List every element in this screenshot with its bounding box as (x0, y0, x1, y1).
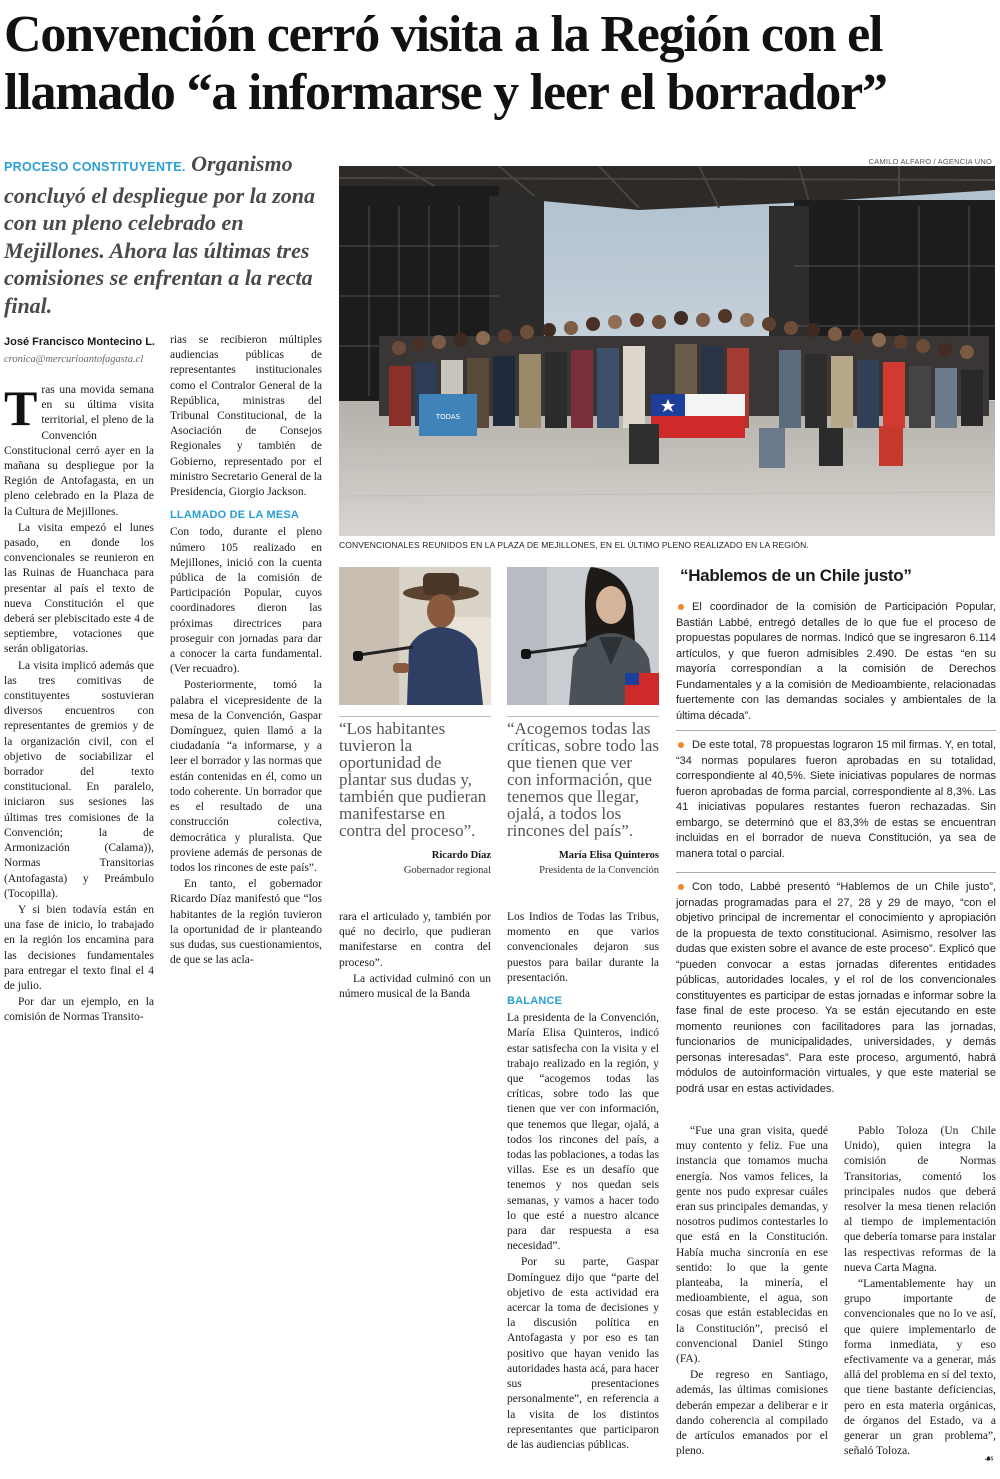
paragraph: rara el articulado y, también por qué no decirlo, que pudieran manifestarse en contra del proceso”. (339, 911, 491, 969)
paragraph: La actividad culminó con un número musical de la Banda (339, 972, 491, 1001)
paragraph: La presidenta de la Convención, María Elisa Quinteros, indicó estar satisfecha con la visita y el trabajo realizado en la región, y que “acogemos todas las críticas, sobre todo las que tienen que ver con información, que tenemos que llegar, ojalá, a todos los rincones del país, a todas las poblaciones, a todas las villas. Ese es un desafío que tenemos y nos quedan seis semanas, y vamos a hacer todo lo que esté a nuestro alcance para dar respuesta a esa necesidad”. (507, 1012, 659, 1253)
quote-rule (339, 716, 491, 717)
banner-text: TODAS (435, 413, 461, 421)
bullet-icon (678, 884, 684, 890)
quote-1-role: Gobernador regional (403, 865, 491, 876)
pull-quote-1: “Los habitantes tuvieron la oportunidad de plantar sus dudas y, también que pudieran manifestarse en contra del proceso”. (339, 719, 487, 840)
sidebar-item: El coordinador de la comisión de Participación Popular, Bastián Labbé, entregó detalles de lo que fue el proceso de propuestas populares de normas. Indicó que se ingresaron 6.114 artículos, y que fueron admisibles 2.490. De estas “en su mayoría correspondían a la comisión de Derechos Fundamentales y a la comisión de Medioambiente, relacionadas fuertemente con las demandas sociales y ambientales de la última década”. (676, 601, 996, 722)
subhead-llamado: LLAMADO DE LA MESA (170, 509, 300, 522)
paragraph: La visita empezó el lunes pasado, en donde los convencionales se reunieron en las Ruinas de Huanchaca para presentar al país el texto de nueva Constitución el que deberá ser plebiscitado este 4 de septiembre, votaciones que serán obligatorias. (4, 521, 154, 656)
article-column-2 (170, 333, 322, 969)
article-column-3 (339, 910, 491, 1003)
paragraph: De regreso en Santiago, además, las últimas comisiones deberán empezar a deliberar e ir dando coherencia al compilado de artículos emanados por el pleno. (676, 1369, 828, 1458)
byline-email: cronica@mercurioantofagasta.cl (4, 354, 144, 365)
sidebar-item: De este total, 78 propuestas lograron 15 mil firmas. Y, en total, “34 normas populares fueron aprobadas en su totalidad, correspondiente al 40,5%. Siete iniciativas populares de normas fueron aprobadas de forma parcial, correspondiente al 8,3%. Las 41 iniciativas populares restantes fueron rechazadas. Sin embargo, se determinó que el 83,3% de estas se encuentran incluidas en el borrador de nueva Constitución, ya sea de manera total o parcial. (676, 739, 996, 860)
maria-elisa-quinteros-photo (507, 567, 659, 705)
end-mark-icon: ☙ (984, 1452, 994, 1465)
group-photo (339, 166, 995, 536)
subhead-balance: BALANCE (507, 995, 563, 1008)
lead-kicker: PROCESO CONSTITUYENTE. (4, 160, 186, 174)
article-column-4 (507, 910, 659, 1454)
article-column-1 (4, 380, 154, 1027)
paragraph: “Lamentablemente hay un grupo importante de convencionales que no lo ve así, que quiere implementarlo de forma inmediata, y eso efectivamente va a generar, más allá del problema en sí del texto, que tiene bastante deficiencias, pero en esta materia orgánicas, de órganos del Estado, va a generar un gran problema”, señaló Toloza. (844, 1278, 996, 1458)
paragraph: Pablo Toloza (Un Chile Unido), quien integra la comisión de Normas Transitorias, comentó los principales nudos que deberá resolver la mesa tienen relación al tiempo de implementación que debería tomarse para instalar las respectivas reformas de la nueva Carta Magna. (844, 1125, 996, 1274)
paragraph: La visita implicó además que las tres comitivas de constituyentes sostuvieran diversos encuentros con representantes de gremios y de la organización civil, con el objetivo de sociabilizar el borrador del texto constitucional. En paralelo, iniciaron sus sesiones las últimas tres comisiones de la Convención; la de Armonización (Calama)), Normas Transitorias (Antofagasta) y Preámbulo (Tocopilla). (4, 659, 154, 900)
paragraph: Posteriormente, tomó la palabra el vicepresidente de la mesa de la Convención, Gaspar Domínguez, quien llamó a la ciudadanía “a informarse, y a leer el borrador y las normas que están contenidas en él, como un todo coherente. Un borrador que es el resultado de una construcción colectiva, democrática y pluralista. Que proviene además de personas de todos los rincones de este país”. (170, 679, 322, 874)
bullet-icon (678, 742, 684, 748)
sidebar-item: Con todo, Labbé presentó “Hablemos de un Chile justo”, jornadas programadas para el 27, 28 y 29 de mayo, “con el objetivo principal de incrementar el conocimiento y apropiación de la propuesta de texto constitucional. Asimismo, resolver las dudas que existen sobre el avance de este proceso”. Explicó que “pueden convocar a estas jornadas diferentes entidades públicas, autoridades locales, y el rol de los convencionales constituyentes es participar de estas jornadas e informar sobre la fase final de este proceso. Ya se están ejecutando en este momento reuniones con facilitadores para las jornadas, funcionarios de municipalidades, universidades, y demás personas interesadas”. Para este proceso, argumentó, habrá módulos de autoinformación virtuales, y que este material se podrá usar en estas actividades. (676, 881, 996, 1095)
photo-credit: CAMILO ALFARO / AGENCIA UNO (868, 157, 992, 166)
paragraph: En tanto, el gobernador Ricardo Díaz manifestó que “los habitantes de la región tuvieron la oportunidad de ir planteando sus dudas, sus cuestionamientos, de que se las acla- (170, 878, 322, 967)
paragraph: Tras una movida semana en su última visita territorial, el pleno de la Convención Constitucional cerró ayer en la mañana su despliegue por la Región de Antofagasta, en un pleno celebrado en la Plaza de la Cultura de Mejillones. (4, 380, 154, 518)
headline-line-1: Convención cerró visita a la Región con el (4, 6, 883, 63)
divider (676, 872, 996, 873)
lead-text: Organismo concluyó el despliegue por la zona con un pleno celebrado en Mejillones. Ahora las últimas tres comisiones se enfrentan a la recta final. (4, 151, 316, 318)
photo-caption: CONVENCIONALES REUNIDOS EN LA PLAZA DE MEJILLONES, EN EL ÚLTIMO PLENO REALIZADO EN LA REGIÓN. (339, 540, 809, 550)
article-column-5 (676, 1124, 828, 1460)
divider (676, 730, 996, 731)
headline-line-2: llamado “a informarse y leer el borrador” (4, 64, 887, 121)
sidebar-title: “Hablemos de un Chile justo” (680, 566, 912, 585)
dropcap: T (4, 380, 38, 436)
paragraph: Por su parte, Gaspar Domínguez dijo que “parte del objetivo de esta actividad era acercar la toma de decisiones y la discusión política en Antofagasta y por eso es tan positivo que hayan venido las autoridades hasta acá, para hacer sus presentaciones personalmente”, en referencia a la visita de los distintos representantes que participaron de las audiencias públicas. (507, 1256, 659, 1451)
paragraph: Los Indios de Todas las Tribus, momento en que varios convencionales dejaron sus puestos para bailar durante la presentación. (507, 911, 659, 984)
paragraph: Y si bien todavía están en una fase de inicio, lo trabajado en la región los encamina para las decisiones fundamentales para entregar el texto final el 4 de julio. (4, 903, 154, 992)
pull-quote-2: “Acogemos todas las críticas, sobre todo las que tienen que ver con información, que tenemos que llegar, ojalá, a todos los rincones del país”. (507, 719, 660, 840)
paragraph: “Fue una gran visita, quedé muy contento y feliz. Fue una instancia que tomamos mucha energía. Nos vamos felices, la gente nos pudo expresar cuáles eran sus principales demandas, y nosotros pudimos contestarles lo que está en la Constitución. Había mucha sincronía en ese sentido: lo que la gente planteaba, la minería, el medioambiente, el agua, son cosas que están establecidas en la Constitución”, precisó el convencional Daniel Stingo (FA). (676, 1125, 828, 1366)
paragraph: Con todo, durante el pleno número 105 realizado en Mejillones, inició con la cuenta pública de la comisión de Participación Popular, cuyos coordinadores dieron las próximas directrices para proseguir con jornadas para dar a conocer la carta fundamental. (Ver recuadro). (170, 526, 322, 676)
quote-rule (507, 716, 659, 717)
ricardo-diaz-photo (339, 567, 491, 705)
bullet-icon (678, 604, 684, 610)
paragraph: rias se recibieron múltiples audiencias públicas de representantes institucionales como el Contralor General de la República, ministras del Tribunal Constitucional, de la Asociación de Consejos Regionales y también de Gobierno, representado por el ministro Secretario General de la Presidencia, Giorgio Jackson. (170, 334, 322, 499)
quote-2-name: María Elisa Quinteros (558, 850, 659, 861)
quote-1-name: Ricardo Díaz (431, 850, 491, 861)
quote-2-role: Presidenta de la Convención (539, 865, 659, 876)
headline (4, 6, 996, 122)
paragraph: Por dar un ejemplo, en la comisión de Normas Transito- (4, 996, 154, 1024)
lead-paragraph (4, 150, 330, 319)
article-column-6 (844, 1124, 996, 1460)
byline-author: José Francisco Montecino L. (4, 336, 155, 348)
